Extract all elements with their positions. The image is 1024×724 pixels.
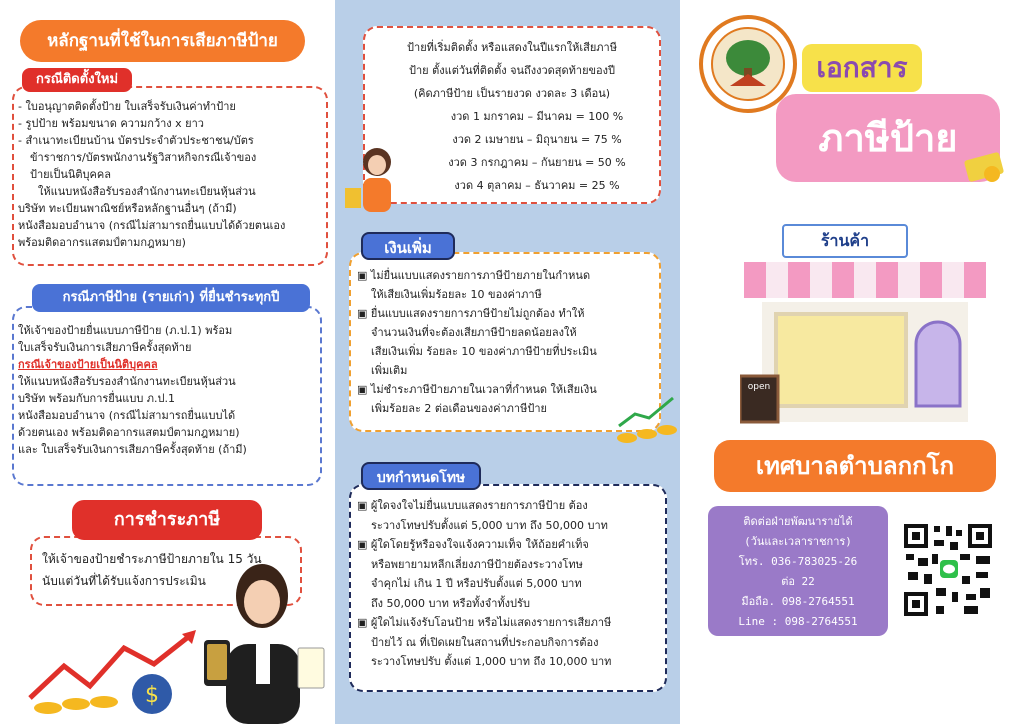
penalty-item: หรือพยายามหลีกเลี่ยงภาษีป้ายต้องระวางโทษ (371, 557, 583, 571)
awning (744, 262, 986, 298)
old-sign-text (18, 322, 320, 458)
old-sign-line: ให้แนบหนังสือรับรองสำนักงานทะเบียนหุ้นส่วน (18, 375, 236, 388)
new-install-line: บริษัท ทะเบียนพาณิชย์หรือหลักฐานอื่นๆ (ถ้ามี) (18, 202, 237, 215)
old-sign-line: ใบเสร็จรับเงินการเสียภาษีครั้งสุดท้าย (18, 341, 192, 354)
cash-icon (962, 150, 1010, 186)
org-name-banner: เทศบาลตำบลกกโก (714, 440, 996, 492)
new-install-line: หนังสือมอบอำนาจ (กรณีไม่สามารถยื่นแบบได้ด้วยตนเอง (18, 219, 286, 232)
schedule-line: ป้ายที่เริ่มติดตั้ง หรือแสดงในปีแรกให้เสียภาษี (407, 41, 617, 54)
shop-illustration (740, 258, 990, 426)
surcharge-item: ▣ ยื่นแบบแสดงรายการภาษีป้ายไม่ถูกต้อง ทำให้ (357, 307, 585, 320)
phone-number: โทร. 036-783025-26 (738, 555, 858, 568)
old-sign-line: บริษัท พร้อมกับการยื่นแบบ ภ.ป.1 (18, 392, 176, 405)
period-row: งวด 4 ตุลาคม – ธันวาคม = 25 % (454, 179, 620, 192)
old-sign-line: ให้เจ้าของป้ายยื่นแบบภาษีป้าย (ภ.ป.1) พร้อม (18, 324, 233, 337)
middle-panel (335, 0, 680, 724)
qr-code[interactable] (902, 522, 994, 618)
penalty-item: ▣ ผู้ใดโดยรู้หรือจงใจแจ้งความเท็จ ให้ถ้อยคำเท็จ (357, 538, 589, 551)
coin-icon (62, 698, 90, 710)
doc-title: ภาษีป้าย (776, 94, 1000, 182)
payment-line: ให้เจ้าของป้ายชำระภาษีป้ายภายใน 15 วัน (42, 552, 262, 566)
new-install-line: - สำเนาทะเบียนบ้าน บัตรประจำตัวประชาชน/บัตร (18, 134, 254, 147)
penalty-item: ป้ายไว้ ณ ที่เปิดเผยในสถานที่ประกอบกิจการต้อง (371, 635, 599, 649)
surcharge-item: เสียเงินเพิ่ม ร้อยละ 10 ของค่าภาษีป้ายที่ประเมิน (371, 345, 597, 358)
penalty-item: ถึง 50,000 บาท หรือทั้งจำทั้งปรับ (371, 596, 530, 610)
new-install-tag: กรณีติดตั้งใหม่ (22, 68, 132, 92)
period-row: งวด 3 กรกฎาคม – กันยายน = 50 % (448, 156, 626, 169)
payment-line: นับแต่วันที่ได้รับแจ้งการประเมิน (42, 574, 206, 588)
schedule-line: (คิดภาษีป้าย เป็นรายงวด งวดละ 3 เดือน) (413, 87, 611, 100)
contact-line: ติดต่อฝ่ายพัฒนารายได้ (743, 515, 853, 528)
old-sign-line: และ ใบเสร็จรับเงินการเสียภาษีครั้งสุดท้าย (ถ้ามี) (18, 443, 247, 456)
penalty-tag: บทกำหนดโทษ (361, 462, 481, 490)
penalty-item: จำคุกไม่ เกิน 1 ปี หรือปรับตั้งแต่ 5,000 บาท (371, 577, 582, 590)
coin-icon (90, 696, 118, 708)
surcharge-list (357, 266, 657, 418)
svg-text:$: $ (145, 683, 159, 708)
surcharge-tag: เงินเพิ่ม (361, 232, 455, 260)
line-id: Line : 098-2764551 (738, 615, 858, 628)
doc-label: เอกสาร (802, 44, 922, 92)
new-install-line: ป้ายเป็นนิติบุคคล (30, 168, 111, 181)
contact-line: (วันและเวลาราชการ) (744, 535, 852, 548)
new-install-line: - ใบอนุญาตติดตั้งป้าย ใบเสร็จรับเงินค่าทำป้าย (18, 100, 236, 113)
open-board: open (747, 382, 771, 392)
penalty-item: ▣ ผู้ใดจงใจไม่ยื่นแบบแสดงรายการภาษีป้าย ต้อง (357, 499, 588, 512)
coin-icon (34, 702, 62, 714)
surcharge-item: ▣ ไม่ชำระภาษีป้ายภายในเวลาที่กำหนด ให้เสียเงิน (357, 383, 597, 396)
schedule-text (363, 36, 661, 197)
evidence-title: หลักฐานที่ใช้ในการเสียภาษีป้าย (20, 20, 305, 62)
new-install-line: พร้อมติดอากรแสตมป์ตามกฎหมาย) (18, 236, 186, 249)
coin-stack-illustration (615, 396, 679, 448)
surcharge-item: ▣ ไม่ยื่นแบบแสดงรายการภาษีป้ายภายในกำหนด (357, 269, 591, 282)
old-sign-line: หนังสือมอบอำนาจ (กรณีไม่สามารถยื่นแบบได้ (18, 409, 236, 422)
surcharge-item: จำนวนเงินที่จะต้องเสียภาษีป้ายลดน้อยลงให้ (371, 326, 577, 339)
old-sign-tag: กรณีภาษีป้าย (รายเก่า) ที่ยื่นชำระทุกปี (32, 284, 310, 312)
contact-text (708, 512, 888, 632)
period-row: งวด 2 เมษายน – มิถุนายน = 75 % (452, 133, 622, 146)
shopper-illustration (343, 146, 405, 216)
new-install-line: ข้าราชการ/บัตรพนักงานรัฐวิสาหกิจกรณีเจ้าของ (30, 151, 257, 164)
surcharge-item: เพิ่มร้อยละ 2 ต่อเดือนของค่าภาษีป้าย (371, 402, 547, 415)
left-panel (0, 0, 335, 724)
penalty-item: ระวางโทษปรับ ตั้งแต่ 1,000 บาท ถึง 10,000 บาท (371, 655, 612, 668)
extension: ต่อ 22 (781, 575, 815, 588)
payment-title: การชำระภาษี (72, 500, 262, 540)
schedule-line: ป้าย ตั้งแต่วันที่ติดตั้ง จนถึงงวดสุดท้ายของปี (409, 64, 615, 77)
surcharge-item: ให้เสียเงินเพิ่มร้อยละ 10 ของค่าภาษี (371, 288, 542, 301)
new-install-list (18, 98, 324, 251)
shop-sign: ร้านค้า (782, 224, 908, 258)
mobile-number: มือถือ. 098-2764551 (741, 595, 855, 608)
officer-illustration (200, 560, 330, 724)
money-growth-illustration (24, 628, 204, 720)
period-row: งวด 1 มกราคม – มีนาคม = 100 % (450, 110, 624, 123)
old-sign-line: ด้วยตนเอง พร้อมติดอากรแสตมป์ตามกฎหมาย) (18, 426, 240, 439)
penalty-list (357, 496, 663, 672)
surcharge-item: เพิ่มเติม (371, 364, 408, 377)
penalty-item: ▣ ผู้ใดไม่แจ้งรับโอนป้าย หรือไม่แสดงรายการเสียภาษี (357, 616, 612, 629)
penalty-item: ระวางโทษปรับตั้งแต่ 5,000 บาท ถึง 50,000 บาท (371, 518, 608, 532)
juristic-person-heading: กรณีเจ้าของป้ายเป็นนิติบุคคล (18, 358, 158, 371)
new-install-line: ให้แนบหนังสือรับรองสำนักงานทะเบียนหุ้นส่วน (38, 185, 256, 198)
right-panel (680, 0, 1024, 724)
new-install-line: - รูปป้าย พร้อมขนาด ความกว้าง x ยาว (18, 117, 204, 130)
